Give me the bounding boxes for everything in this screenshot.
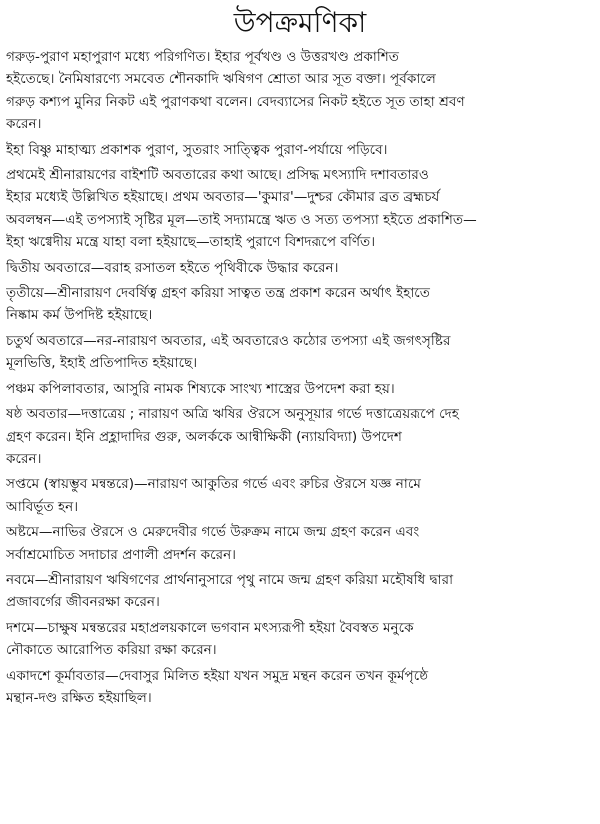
text-line: একাদশে কূর্মাবতার—দেবাসুর মিলিত হইয়া যখন সমুদ্র মন্থন করেন তখন কূর্মপৃষ্ঠে: [6, 667, 429, 684]
text-line: প্রজাবর্গের জীবনরক্ষা করেন।: [6, 594, 160, 611]
text-line: করেন।: [6, 116, 42, 133]
text-line: সর্বাশ্রমোচিত সদাচার প্রণালী প্রদর্শন করেন।: [6, 546, 237, 563]
text-line: আবির্ভূত হন।: [6, 498, 79, 515]
text-line: মন্থান-দণ্ড রক্ষিত হইয়াছিল।: [6, 689, 152, 706]
text-line: দশমে—চাক্ষুষ মন্বন্তরের মহাপ্রলয়কালে ভগবান মৎস্যরূপী হইয়া বৈবস্বত মনুকে: [6, 619, 414, 636]
paragraph: [6, 46, 596, 136]
text-line: সপ্তমে (স্বায়ম্ভুব মন্বন্তরে)—নারায়ণ আকুতির গর্ভে এবং রুচির ঔরসে যজ্ঞ নামে: [6, 476, 421, 493]
text-line: গরুড়-পুরাণ মহাপুরাণ মধ্যে পরিগণিত। ইহার পূর্বখণ্ড ও উত্তরখণ্ড প্রকাশিত: [6, 49, 399, 65]
text-line: মূলভিত্তি, ইহাই প্রতিপাদিত হইয়াছে।: [6, 355, 198, 372]
text-line: ইহা ঋগ্বেদীয় মন্ত্রে যাহা বলা হইয়াছে—তাহাই পুরাণে বিশদরূপে বর্ণিত।: [6, 234, 376, 251]
paragraph: [6, 521, 596, 566]
text-line: ইহা বিষ্ণু মাহাত্ম্য প্রকাশক পুরাণ, সুতরাং সাত্ত্বিক পুরাণ-পর্যায়ে পড়িবে।: [6, 141, 388, 158]
paragraph: [6, 569, 596, 614]
text-line: নবমে—শ্রীনারায়ণ ঋষিগণের প্রার্থনানুসারে পৃথু নামে জন্ম গ্রহণ করিয়া মহৌষধি দ্বারা: [6, 571, 454, 588]
text-line: ষষ্ঠ অবতার—দত্তাত্রেয় ; নারায়ণ অত্রি ঋষির ঔরসে অনুসূয়ার গর্ভে দত্তাত্রেয়রূপে দেহ: [6, 406, 459, 423]
paragraph: [6, 282, 596, 327]
paragraph: [6, 617, 596, 662]
page-title: উপক্রমণিকা: [233, 6, 367, 39]
text-line: পঞ্চম কপিলাবতার, আসুরি নামক শিষ্যকে সাংখ্য শাস্ত্রের উপদেশ করা হয়।: [6, 380, 395, 397]
text-line: অবলম্বন—এই তপস্যাই সৃষ্টির মূল—তাই সদ্যামন্ত্রে ঋত ও সত্য তপস্যা হইতে প্রকাশিত—: [6, 211, 477, 228]
text-line: অষ্টমে—নাভির ঔরসে ও মেরুদেবীর গর্ভে উরুক্রম নামে জন্ম গ্রহণ করেন এবং: [6, 524, 420, 541]
paragraph: [6, 139, 596, 161]
text-line: গ্রহণ করেন। ইনি প্রহ্লাদাদির গুরু, অলর্ককে আন্বীক্ষিকী (ন্যায়বিদ্যা) উপদেশ: [6, 428, 402, 445]
text-line: দ্বিতীয় অবতারে—বরাহ রসাতল হইতে পৃথিবীকে উদ্ধার করেন।: [6, 259, 339, 276]
paragraph: [6, 330, 596, 375]
paragraph: [6, 473, 596, 518]
text-line: ইহার মধ্যেই উল্লিখিত হইয়াছে। প্রথম অবতার—'কুমার'—দুশ্চর কৌমার ব্রত ব্রহ্মচর্য: [6, 189, 440, 206]
text-line: নৌকাতে আরোপিত করিয়া রক্ষা করেন।: [6, 642, 217, 659]
text-line: প্রথমেই শ্রীনারায়ণের বাইশটি অবতারের কথা আছে। প্রসিদ্ধ মৎস্যাদি দশাবতারও: [6, 167, 429, 184]
text-line: করেন।: [6, 450, 42, 467]
paragraph: [6, 403, 596, 470]
text-line: গরুড় কশ্যপ মুনির নিকট এই পুরাণকথা বলেন। বেদব্যাসের নিকট হইতে সূত তাহা শ্রবণ: [6, 93, 465, 110]
text-line: চতুর্থ অবতারে—নর-নারায়ণ অবতার, এই অবতারেও কঠোর তপস্যা এই জগৎসৃষ্টির: [6, 332, 451, 349]
paragraph: [6, 257, 596, 279]
paragraph: [6, 164, 596, 254]
paragraph: [6, 378, 596, 400]
paragraph: [6, 665, 596, 710]
text-line: তৃতীয়ে—শ্রীনারায়ণ দেবর্ষিত্ব গ্রহণ করিয়া সাত্বত তন্ত্র প্রকাশ করেন অর্থাৎ ইহাতে: [6, 285, 430, 302]
text-line: হইতেছে। নৈমিষারণ্যে সমবেত শৌনকাদি ঋষিগণ শ্রোতা আর সূত বক্তা। পূর্বকালে: [6, 71, 436, 88]
document-body: [0, 46, 600, 709]
text-line: নিষ্কাম কর্ম উপদিষ্ট হইয়াছে।: [6, 307, 153, 324]
